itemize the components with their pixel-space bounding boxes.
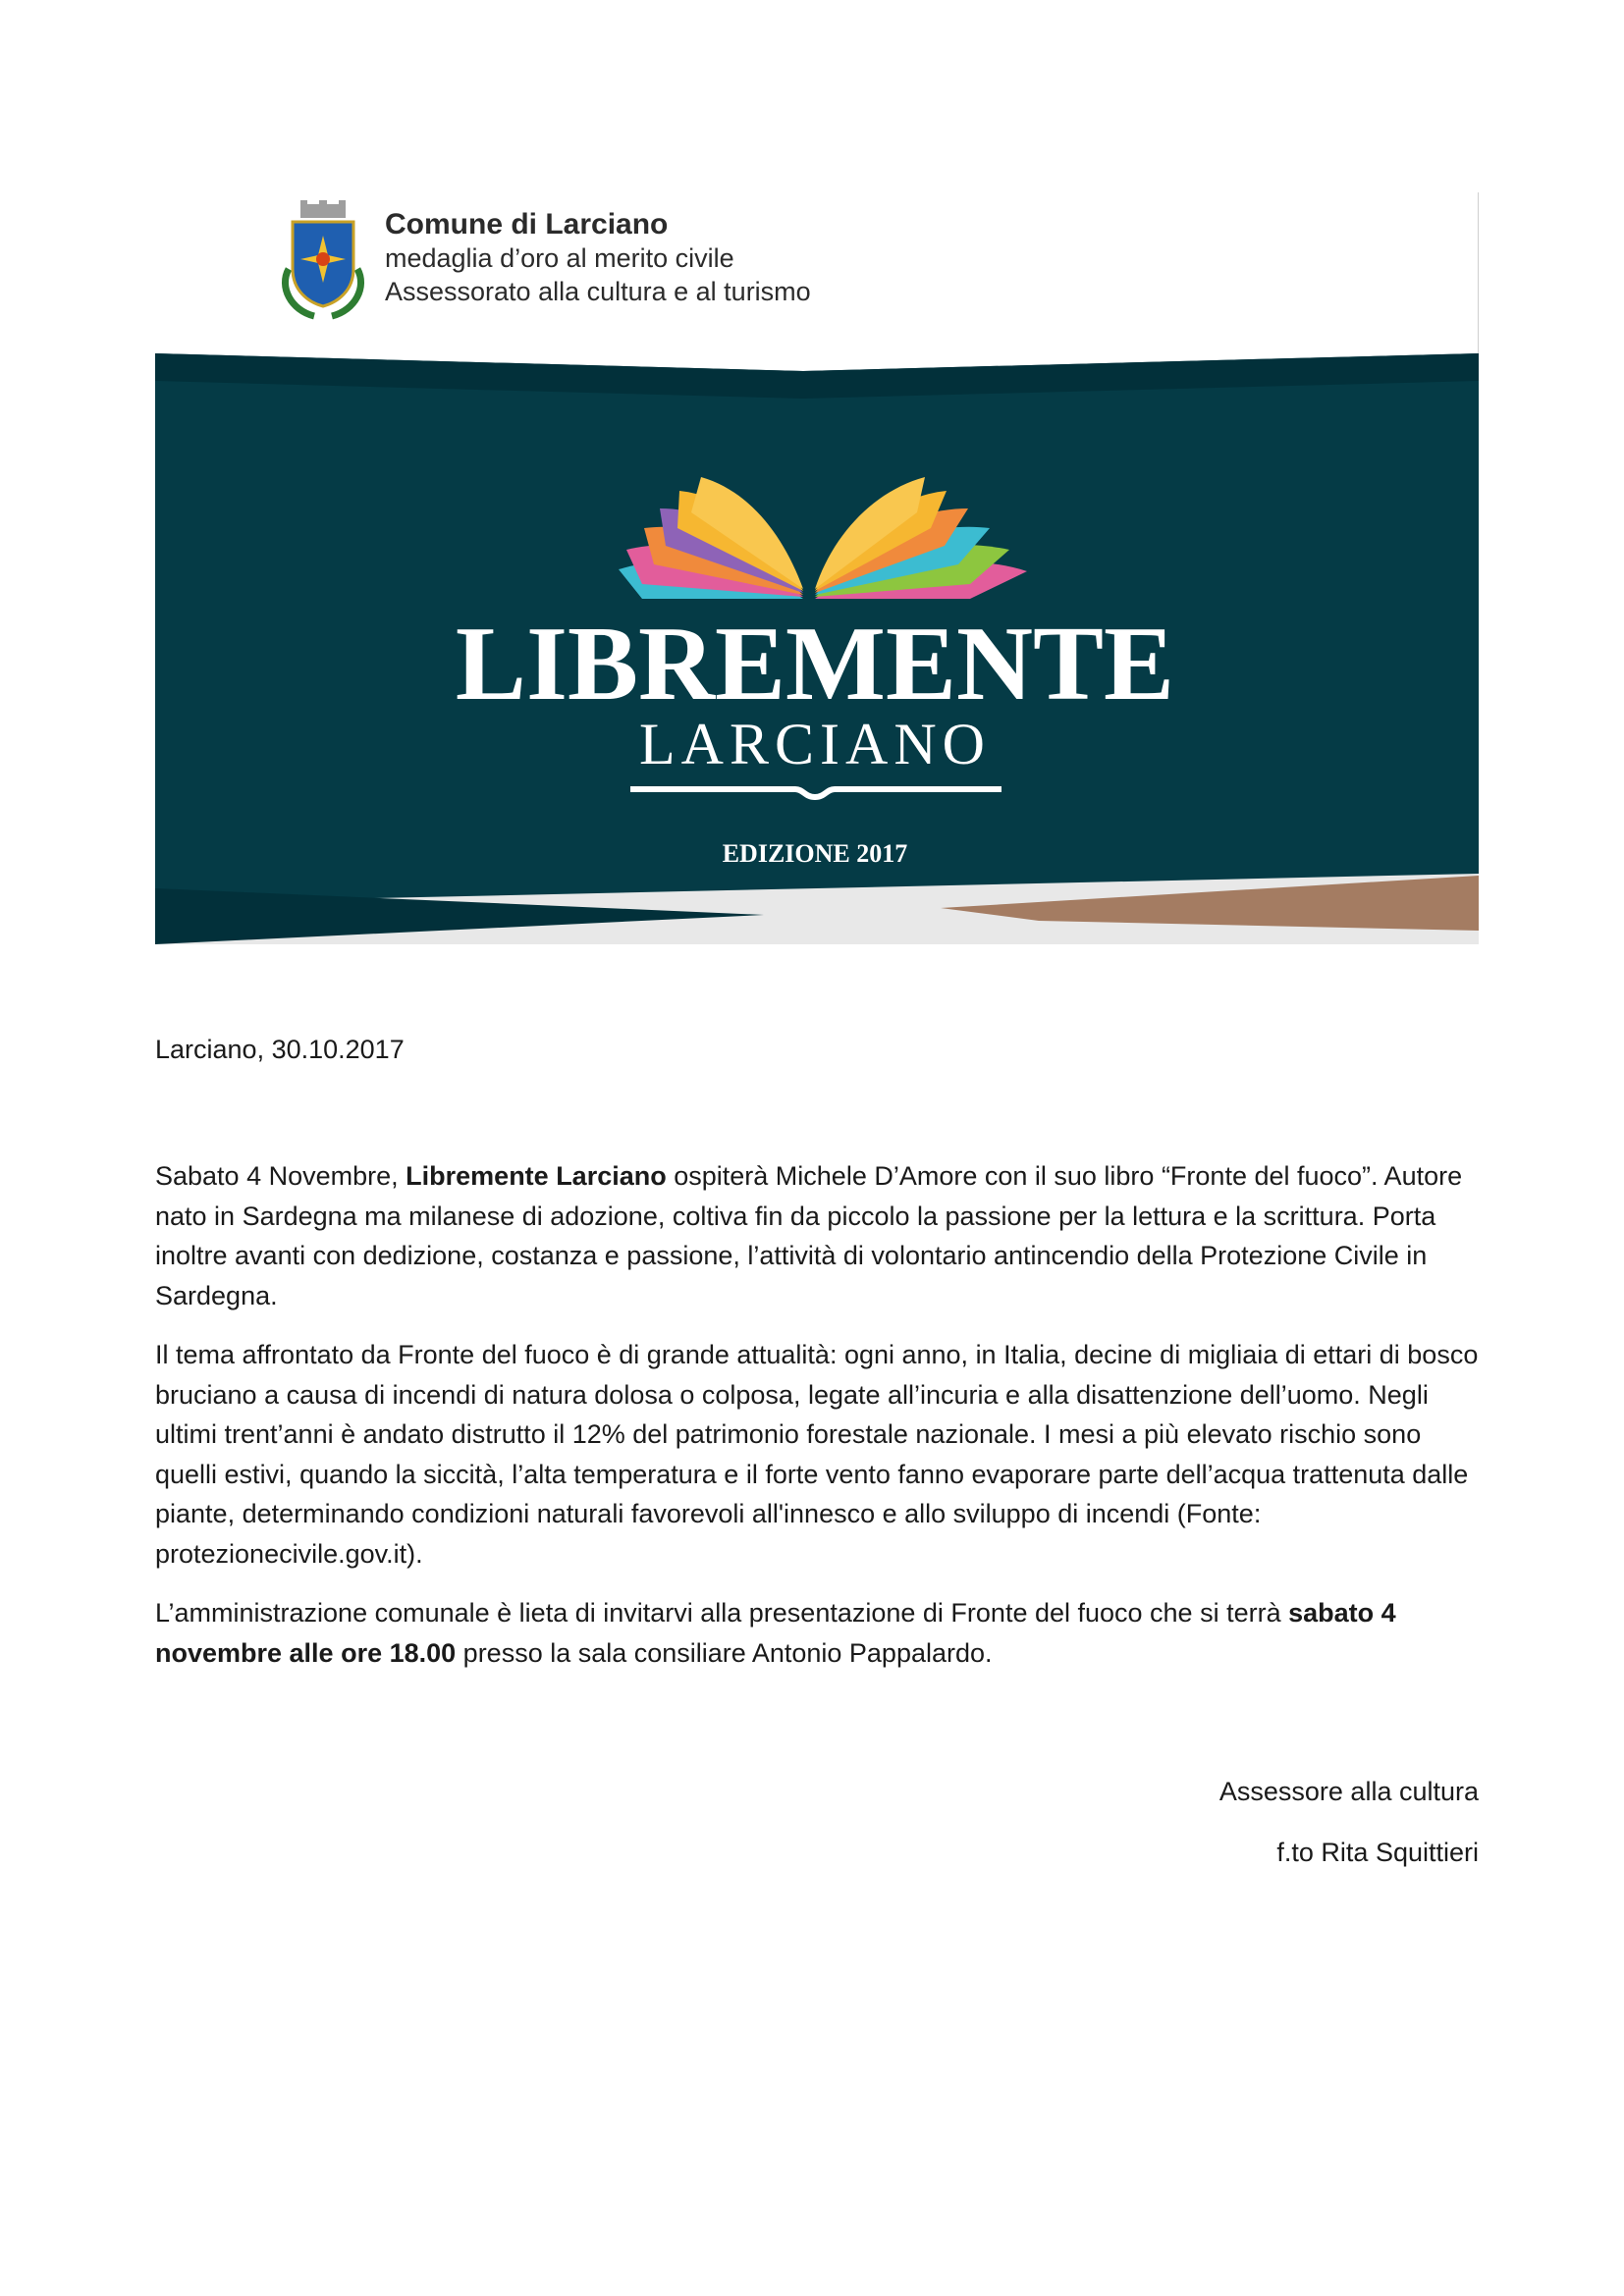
signer-role: Assessore alla cultura bbox=[1218, 1777, 1479, 1806]
banner-title: LIBREMENTE bbox=[455, 606, 1175, 722]
municipality-heading bbox=[385, 208, 811, 308]
paragraph-1: Sabato 4 Novembre, Libremente Larciano ospiterà Michele D’Amore con il suo libro “Fronte del fuoco”. Autore nato in Sardegna ma milanese di adozione, coltiva fin da piccolo la passione per la lettura e la scrittura. Porta inoltre avanti con dedizione, costanza e passione, l’attività di volontario antincendio della Protezione Civile in Sardegna. bbox=[155, 1161, 1463, 1310]
paragraph-2: Il tema affrontato da Fronte del fuoco è di grande attualità: ogni anno, in Italia, decine di migliaia di ettari di bosco bruciano a causa di incendi di natura dolosa o colposa, legate all’incuria e alla disattenzione dell’uomo. Negli ultimi trent’anni è andato distrutto il 12% del patrimonio forestale nazionale. I mesi a più elevato rischio sono quelli estivi, quando la siccità, l’alta temperatura e il forte vento fanno evaporare parte dell’acqua trattenuta dalle piante, determinando condizioni naturali favorevoli all'innesco e allo sviluppo di incendi (Fonte: protezionecivile.gov.it). bbox=[155, 1340, 1479, 1569]
signer-name: f.to Rita Squittieri bbox=[1276, 1838, 1479, 1867]
comune-subtitle-office: Assessorato alla cultura e al turismo bbox=[385, 277, 811, 306]
letter-body bbox=[155, 1156, 1481, 1692]
libremente-banner bbox=[155, 353, 1479, 944]
banner-edition: EDIZIONE 2017 bbox=[722, 839, 908, 868]
paragraph-3: L’amministrazione comunale è lieta di invitarvi alla presentazione di Fronte del fuoco che si terrà sabato 4 novembre alle ore 18.00 presso la sala consiliare Antonio Pappalardo. bbox=[155, 1598, 1396, 1668]
place-date: Larciano, 30.10.2017 bbox=[155, 1035, 405, 1064]
event-name: Libremente Larciano bbox=[406, 1161, 667, 1191]
municipal-crest-icon bbox=[275, 200, 371, 322]
comune-name: Comune di Larciano bbox=[385, 208, 669, 240]
banner-subtitle: LARCIANO bbox=[639, 712, 991, 776]
signature-block bbox=[1219, 1761, 1479, 1883]
event-datetime: sabato 4 novembre alle ore 18.00 bbox=[155, 1598, 1396, 1668]
comune-subtitle-medal: medaglia d’oro al merito civile bbox=[385, 243, 734, 273]
